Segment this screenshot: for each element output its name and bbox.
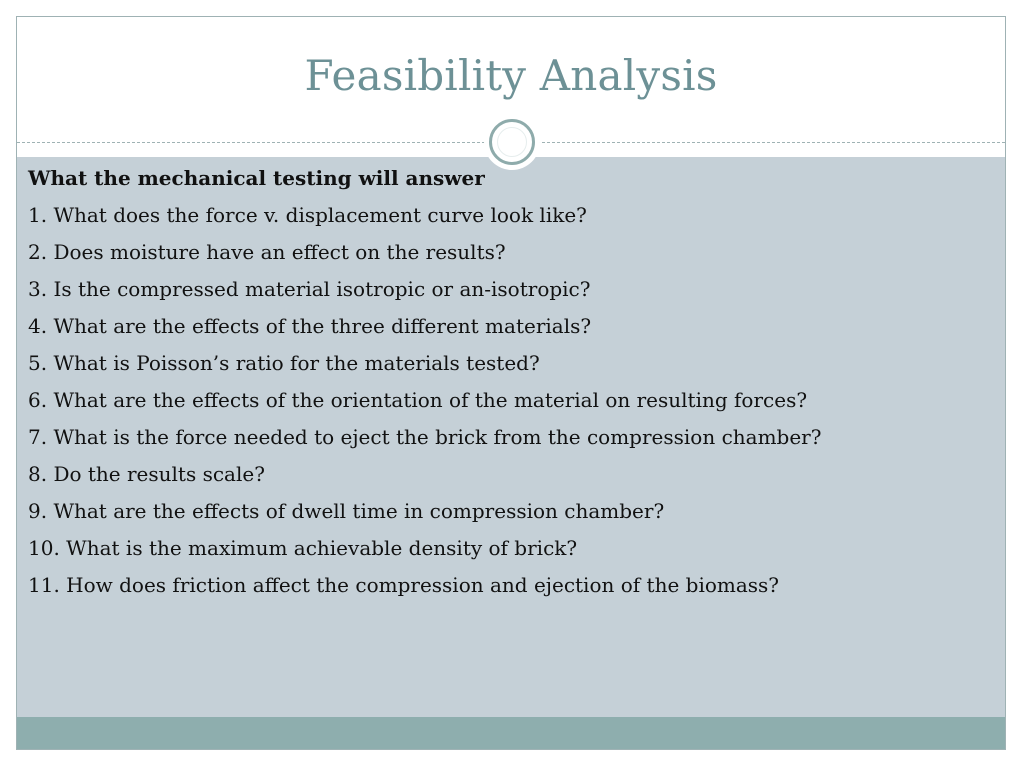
question-item: 5. What is Poisson’s ratio for the materials tested? bbox=[28, 351, 540, 375]
question-item: 11. How does friction affect the compression and ejection of the biomass? bbox=[28, 573, 780, 597]
slide-body bbox=[28, 163, 968, 607]
circle-ring-icon bbox=[484, 114, 540, 170]
question-item: 8. Do the results scale? bbox=[28, 462, 265, 486]
question-item: 3. Is the compressed material isotropic or an-isotropic? bbox=[28, 277, 591, 301]
ornament-ring bbox=[489, 119, 535, 165]
footer-band bbox=[17, 717, 1005, 750]
question-item: 1. What does the force v. displacement curve look like? bbox=[28, 203, 587, 227]
question-item: 6. What are the effects of the orientation of the material on resulting forces? bbox=[28, 388, 808, 412]
question-item: 7. What is the force needed to eject the brick from the compression chamber? bbox=[28, 425, 822, 449]
ornament-ring-inner bbox=[497, 127, 527, 157]
question-item: 4. What are the effects of the three different materials? bbox=[28, 314, 592, 338]
slide-title: Feasibility Analysis bbox=[304, 51, 718, 100]
question-item: 10. What is the maximum achievable density of brick? bbox=[28, 536, 578, 560]
question-item: 2. Does moisture have an effect on the results? bbox=[28, 240, 506, 264]
question-item: 9. What are the effects of dwell time in compression chamber? bbox=[28, 499, 665, 523]
body-subheading: What the mechanical testing will answer bbox=[28, 166, 485, 190]
